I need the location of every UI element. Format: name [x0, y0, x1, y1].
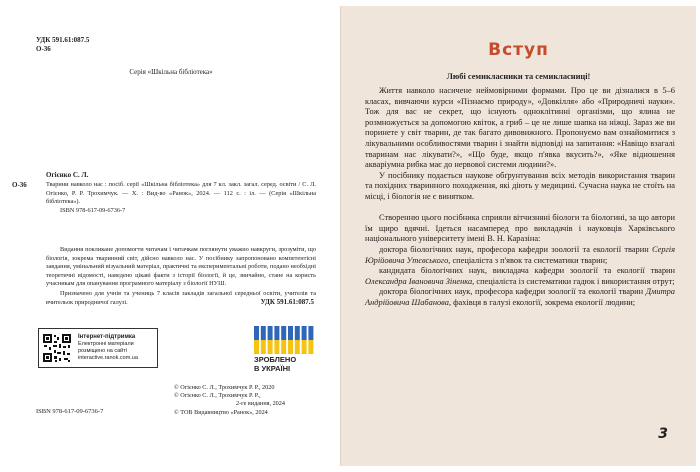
greeting: Любі семикласники та семикласниці!	[446, 72, 591, 81]
body-paragraph	[365, 266, 675, 287]
qr-code-icon	[42, 333, 72, 363]
biblio-text: Тварини навколо нас : посіб. серії «Шкільна бібліотека» для 7 кл. закл. загал. серед. освіти / С. Л. Огієнко, Р. Р. Трохимчук. — Х. : Вид-во «Ранок», 2024. — 112 с. : іл. — (Серія «Шкільна бібліотека»).	[46, 181, 316, 206]
text-span: кандидата біологічних наук, викладача кафедри зоології та екології тварин	[379, 266, 675, 276]
made-in-ukraine-line: ЗРОБЛЕНО	[254, 355, 297, 364]
flag-bar-blue	[254, 326, 259, 340]
catalog-index: О-36	[36, 45, 51, 53]
internet-support-text	[78, 334, 138, 362]
made-in-ukraine-text	[254, 356, 324, 373]
flag-bar-yellow	[295, 340, 300, 354]
flag-bar-blue	[295, 326, 300, 340]
annotation-paragraph: Видання покликане допомогти читачам і читачкам поглянути уважно навкруги, зрозуміти, що біологія, зокрема тваринний світ, дійсно навколо нас. У посібнику запропоновано компетентісні завдання, умінальний візуальний матеріал, практичні та експериментальні роботи, подано необхідні теоретичні відомості, наведено цікаві факти з історії біології, й це, звичайно, стане на користь учасникам для опанування програмного матеріалу з біології НУШ.	[46, 246, 316, 288]
body-paragraph: У посібнику подається наукове обґрунтування всіх методів використання тварин та похідних тваринного походження, які діють у медицині. Сучасна наука не стоїть на місці, і біологія не є винятком.	[365, 170, 675, 201]
text-span: , спеціаліста із систематики гадюк і використання отрут;	[472, 276, 675, 286]
flag-bar-blue	[302, 326, 307, 340]
udk-code: УДК 591.61:087.5	[36, 36, 90, 44]
flag-bar-yellow	[274, 340, 279, 354]
text-span: , спеціаліста з п'явок та систематики тварин;	[448, 255, 608, 265]
isbn-footer: ISBN 978-617-09-6736-7	[36, 408, 104, 415]
flag-bar-yellow	[308, 340, 313, 354]
flag-bar-blue	[308, 326, 313, 340]
text-span: доктора біологічних наук, професора кафедри зоології та екології тварин	[379, 287, 646, 297]
body-paragraph	[365, 245, 675, 266]
flag-bar-blue	[268, 326, 273, 340]
person-name: Олександра Івановича Зіненка	[365, 276, 473, 286]
flag-bar-blue	[274, 326, 279, 340]
internet-support-url[interactable]: interactive.ranok.com.ua	[78, 355, 138, 361]
flag-bar-yellow	[254, 340, 259, 354]
page-number: 3	[658, 426, 668, 442]
flag-bar-yellow	[302, 340, 307, 354]
copyright-line: © Огієнко С. Л., Трохимчук Р. Р., 2020	[174, 384, 275, 391]
udk-header	[36, 36, 89, 54]
catalog-index-side: О-36	[12, 181, 27, 189]
flag-bar-yellow	[288, 340, 293, 354]
introduction-body	[365, 86, 675, 308]
person-name: Сергія Юрійовича Утєвського	[365, 244, 675, 265]
annotation-paragraph: Призначено для учнів та учениць 7 класів закладів загальної середньої освіти, учителів та вчительок природничої галузі.	[46, 289, 316, 306]
series-name: Серія «Шкільна бібліотека»	[129, 68, 213, 76]
page-title: Вступ	[488, 40, 549, 60]
made-in-ukraine-line: В УКРАЇНІ	[254, 363, 291, 373]
flag-bar-blue	[281, 326, 286, 340]
body-paragraph: Створенню цього посібника сприяли вітчизняні біологи та біологині, за що автори їм щиро вдячні. Ідеться насамперед про викладачів і науковців Харківського національного університету імені В. Н. Каразіна:	[365, 213, 675, 244]
copyright-line: © ТОВ Видавництво «Ранок», 2024	[174, 408, 268, 416]
imprint-page	[6, 6, 336, 466]
flag-bar-blue	[261, 326, 266, 340]
copyright-block	[174, 384, 285, 417]
internet-support-title: Інтернет-підтримка	[78, 334, 136, 340]
introduction-page	[340, 6, 696, 466]
text-span: доктора біологічних наук, професора кафедри зоології та екології тварин	[379, 244, 652, 254]
copyright-line: 2-ге видання, 2024	[236, 400, 285, 408]
flag-bar-blue	[288, 326, 293, 340]
flag-bar-yellow	[268, 340, 273, 354]
text-span: , фахівця в галузі екології, зокрема екології людини;	[448, 297, 636, 307]
bibliographic-description	[46, 181, 316, 215]
udk-footer: УДК 591.61:087.5	[260, 298, 314, 306]
copyright-line: © Огієнко С. Л., Трохимчук Р. Р.,	[174, 392, 261, 400]
author-name: Огієнко С. Л.	[46, 171, 89, 179]
flag-bar-yellow	[281, 340, 286, 354]
internet-support-line: Електронні матеріали	[78, 341, 134, 347]
internet-support-line: розміщено на сайті	[78, 348, 127, 354]
person-name: Дмитра Андрійовича Шабанова	[365, 287, 675, 307]
internet-support-box	[38, 328, 158, 368]
isbn-line: ISBN 978-617-09-6736-7	[60, 206, 126, 214]
flag-bars-icon	[254, 326, 316, 354]
body-paragraph: Життя навколо насичене неймовірними формами. Про це ви дізналися в 5–6 класах, вивчаючи курси «Пізнаємо природу», «Довкілля» або «Природничі науки». Тож для вас не секрет, що існують одноклітинні організми, що ялина не розмножується за допомогою квіток, а гриб – це не лише шапка на ніжці. Зараз же ви поринете у світ тварин, де так багато дивовижного. Пропонуємо вам ознайомитися з лікувальними особливостями тварин і знайти відповіді на запитання: «Навіщо взагалі тваринам нас лікувати?», «Що буде, якщо п'явка вкусить?», «Яке відношення акваріумна рибка має до нервової системи людини?».	[365, 86, 675, 170]
body-paragraph	[365, 287, 675, 308]
flag-bar-yellow	[261, 340, 266, 354]
